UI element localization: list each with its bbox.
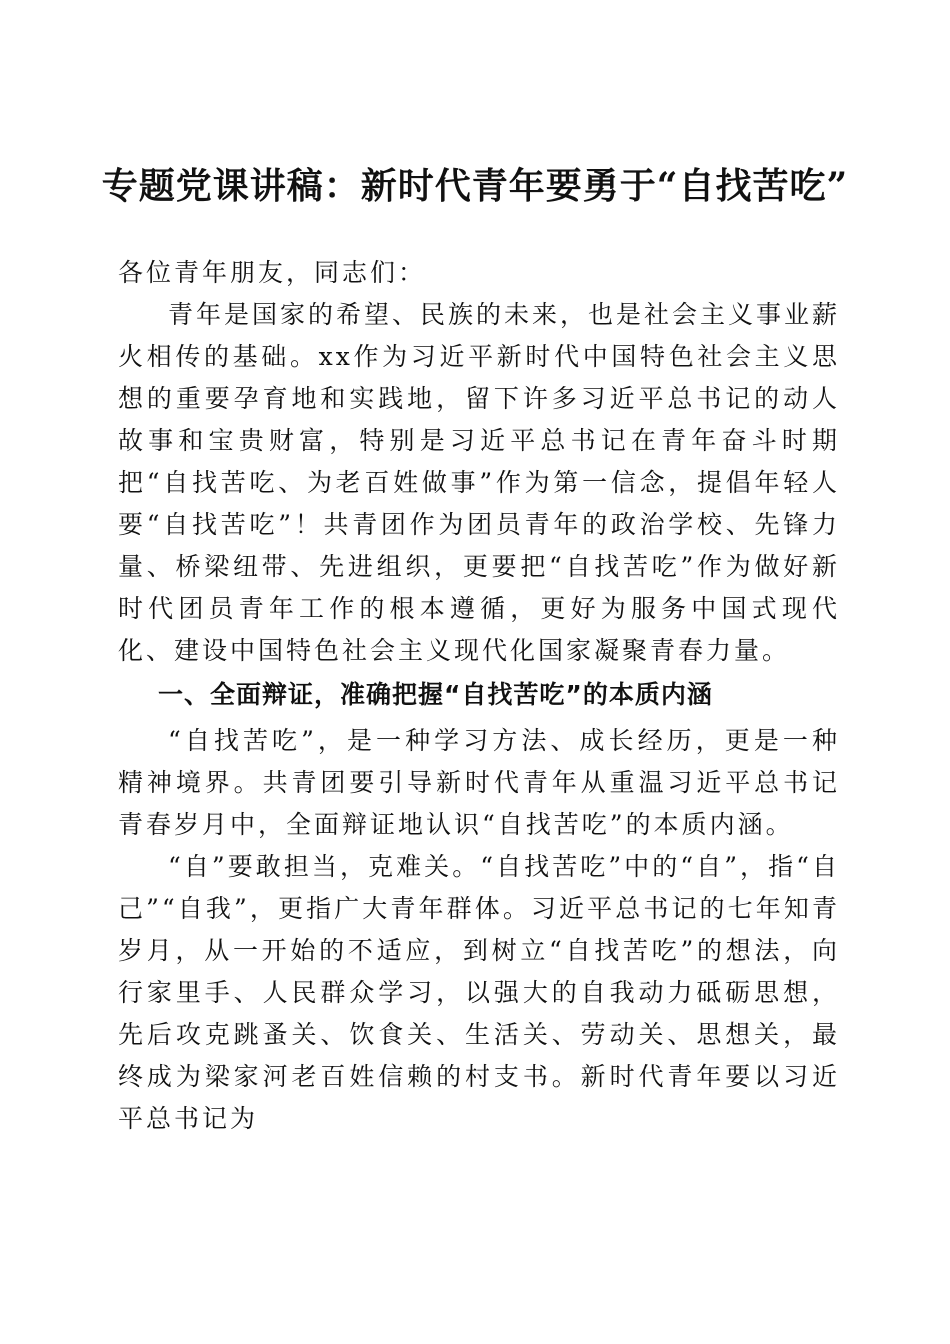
document-body (118, 252, 840, 1140)
salutation: 各位青年朋友，同志们： (118, 258, 427, 287)
section-paragraph-1: “自找苦吃”，是一种学习方法、成长经历，更是一种精神境界。共青团要引导新时代青年从重温习近平总书记青春岁月中，全面辩证地认识“自找苦吃”的本质内涵。 (118, 726, 840, 839)
intro-paragraph: 青年是国家的希望、民族的未来，也是社会主义事业薪火相传的基础。xx作为习近平新时代中国特色社会主义思想的重要孕育地和实践地，留下许多习近平总书记的动人故事和宝贵财富，特别是习近平总书记在青年奋斗时期把“自找苦吃、为老百姓做事”作为第一信念，提倡年轻人要“自找苦吃”！共青团作为团员青年的政治学校、先锋力量、桥梁纽带、先进组织，更要把“自找苦吃”作为做好新时代团员青年工作的根本遵循，更好为服务中国式现代化、建设中国特色社会主义现代化国家凝聚青春力量。 (118, 300, 841, 665)
section-paragraph-2: “自”要敢担当，克难关。“自找苦吃”中的“自”，指“自己”“自我”，更指广大青年群体。习近平总书记的七年知青岁月，从一开始的不适应，到树立“自找苦吃”的想法，向行家里手、人民群众学习，以强大的自我动力砥砺思想，先后攻克跳蚤关、饮食关、生活关、劳动关、思想关，最终成为梁家河老百姓信赖的村支书。新时代青年要以习近平总书记为 (118, 852, 840, 1133)
section-heading: 一、全面辩证，准确把握“自找苦吃”的本质内涵 (158, 680, 713, 709)
document-title: 专题党课讲稿：新时代青年要勇于“自找苦吃” (101, 165, 849, 208)
